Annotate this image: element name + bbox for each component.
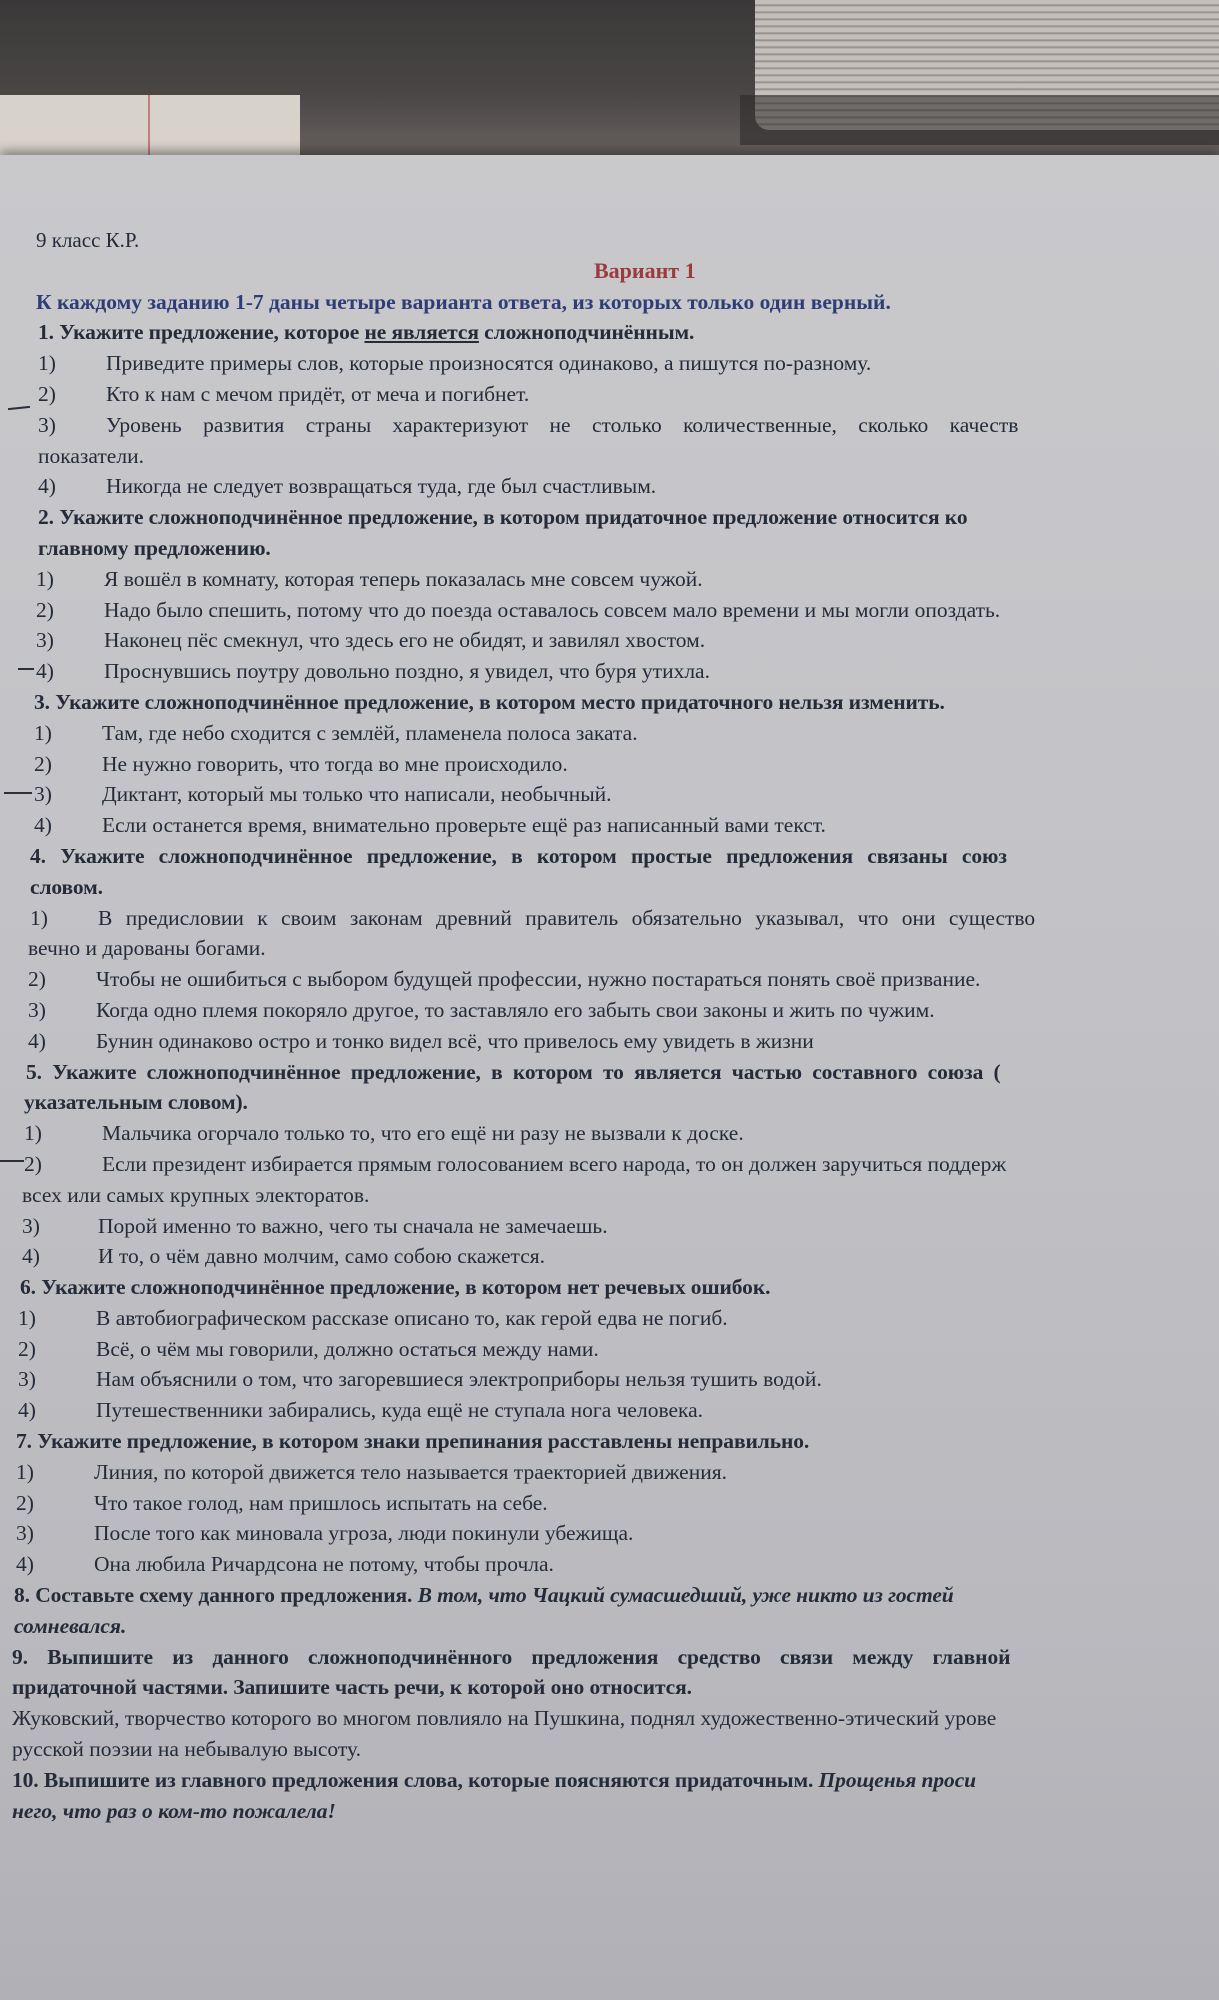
- question-6-prompt: 6. Укажите сложноподчинённое предложение, в котором нет речевых ошибок.: [20, 1275, 771, 1300]
- question-1-option-1: 1) Приведите примеры слов, которые произносятся одинаково, а пишутся по-разному.: [38, 351, 872, 376]
- question-6-option-4: 4) Путешественники забирались, куда ещё не ступала нога человека.: [18, 1398, 704, 1423]
- question-5-option-2-cont: всех или самых крупных электоратов.: [22, 1182, 370, 1207]
- question-2-prompt-cont: главному предложению.: [38, 535, 271, 560]
- question-3-prompt: 3. Укажите сложноподчинённое предложение, в котором место придаточного нельзя изменить.: [34, 689, 945, 714]
- question-5-option-4: 4) И то, о чём давно молчим, само собою скажется.: [22, 1244, 545, 1269]
- question-4-option-1: 1) В предисловии к своим законам древний правитель обязательно указывал, что они существо: [30, 905, 1036, 930]
- underlined-phrase: не является: [364, 320, 479, 345]
- question-4-prompt-cont: словом.: [30, 874, 103, 899]
- question-3-option-2: 2) Не нужно говорить, что тогда во мне происходило.: [34, 751, 568, 776]
- task-8-prompt: 8. Составьте схему данного предложения. В том, что Чацкий сумасшедший, уже никто из гостей: [14, 1583, 954, 1608]
- question-1-option-4: 4) Никогда не следует возвращаться туда, где был счастливым.: [38, 474, 657, 499]
- question-2-prompt: 2. Укажите сложноподчинённое предложение, в котором придаточное предложение относится ко: [38, 505, 968, 530]
- question-5-option-2: 2) Если президент избирается прямым голосованием всего народа, то он должен заручиться поддерж: [24, 1151, 1007, 1176]
- task-8-sentence-cont: сомневался.: [14, 1613, 127, 1638]
- question-2-option-2: 2) Надо было спешить, потому что до поезда оставалось совсем мало времени и мы могли опоздать.: [36, 597, 1001, 622]
- question-7-option-1: 1) Линия, по которой движется тело называется траекторией движения.: [16, 1459, 727, 1484]
- question-6-option-3: 3) Нам объяснили о том, что загоревшиеся электроприборы нельзя тушить водой.: [18, 1367, 822, 1392]
- task-8-sentence: В том, что Чацкий сумасшедший, уже никто из гостей: [417, 1583, 954, 1608]
- question-2-option-3: 3) Наконец пёс смекнул, что здесь его не обидят, и завилял хвостом.: [36, 628, 706, 653]
- task-10-prompt: 10. Выпишите из главного предложения слова, которые поясняются придаточным. Прощенья проси: [12, 1767, 976, 1792]
- task-9-prompt: 9. Выпишите из данного сложноподчинённого предложения средство связи между главной: [12, 1644, 1011, 1669]
- pencil-mark: [0, 1160, 24, 1162]
- question-4-prompt: 4. Укажите сложноподчинённое предложение, в котором простые предложения связаны союз: [30, 843, 1007, 868]
- question-1-option-3-cont: показатели.: [38, 443, 144, 468]
- task-10-sentence: Прощенья проси: [818, 1767, 976, 1792]
- pencil-mark: [18, 668, 34, 670]
- question-5-option-1: 1) Мальчика огорчало только то, что его ещё ни разу не вызвали к доске.: [24, 1121, 744, 1146]
- instruction: К каждому заданию 1-7 даны четыре варианта ответа, из которых только один верный.: [36, 289, 891, 314]
- class-label: 9 класс К.Р.: [36, 228, 140, 252]
- question-4-option-1-cont: вечно и дарованы богами.: [28, 936, 266, 961]
- pencil-mark: [4, 792, 32, 794]
- question-7-option-2: 2) Что такое голод, нам пришлось испытать на себе.: [16, 1490, 548, 1515]
- question-4-option-4: 4) Бунин одинаково остро и тонко видел всё, что привелось ему увидеть в жизни: [28, 1028, 814, 1053]
- variant-title: Вариант 1: [594, 257, 696, 283]
- question-3-option-3: 3) Диктант, который мы только что написали, необычный.: [34, 782, 612, 807]
- question-7-prompt: 7. Укажите предложение, в котором знаки препинания расставлены неправильно.: [16, 1429, 810, 1454]
- question-1-prompt: 1. Укажите предложение, которое не является сложноподчинённым.: [38, 320, 695, 345]
- worksheet-text: [0, 225, 1219, 1826]
- question-2-option-4: 4) Проснувшись поутру довольно поздно, я увидел, что буря утихла.: [36, 659, 710, 684]
- question-7-option-3: 3) После того как миновала угроза, люди покинули убежища.: [16, 1521, 634, 1546]
- question-1-option-3: 3) Уровень развития страны характеризуют не столько количественные, сколько качеств: [38, 412, 1019, 437]
- card-stack-shadow: [740, 95, 1219, 145]
- question-5-prompt: 5. Укажите сложноподчинённое предложение, в котором то является частью составного союза (: [26, 1059, 1001, 1084]
- question-2-option-1: 1) Я вошёл в комнату, которая теперь показалась мне совсем чужой.: [36, 566, 703, 591]
- question-6-option-2: 2) Всё, о чём мы говорили, должно остаться между нами.: [18, 1336, 599, 1361]
- question-5-prompt-cont: указательным словом).: [24, 1090, 248, 1115]
- question-7-option-4: 4) Она любила Ричардсона не потому, чтобы прочла.: [16, 1552, 554, 1577]
- question-5-option-3: 3) Порой именно то важно, чего ты сначала не замечаешь.: [22, 1213, 608, 1238]
- question-3-option-4: 4) Если останется время, внимательно проверьте ещё раз написанный вами текст.: [34, 813, 826, 838]
- task-9-sentence-cont: русской поэзии на небывалую высоту.: [12, 1737, 361, 1762]
- task-10-sentence-cont: него, что раз о ком-то пожалела!: [12, 1798, 336, 1823]
- question-4-option-2: 2) Чтобы не ошибиться с выбором будущей профессии, нужно постараться понять своё призвание.: [28, 967, 981, 992]
- task-9-sentence: Жуковский, творчество которого во многом повлияло на Пушкина, поднял художественно-этический урове: [12, 1706, 997, 1731]
- task-9-prompt-cont: придаточной частями. Запишите часть речи, к которой оно относится.: [12, 1675, 692, 1700]
- question-3-option-1: 1) Там, где небо сходится с землёй, пламенела полоса заката.: [34, 720, 638, 745]
- question-6-option-1: 1) В автобиографическом рассказе описано то, как герой едва не погиб.: [18, 1305, 728, 1330]
- question-1-option-2: 2) Кто к нам с мечом придёт, от меча и погибнет.: [38, 381, 530, 406]
- question-4-option-3: 3) Когда одно племя покоряло другое, то заставляло его забыть свои законы и жить по чужим.: [28, 997, 935, 1022]
